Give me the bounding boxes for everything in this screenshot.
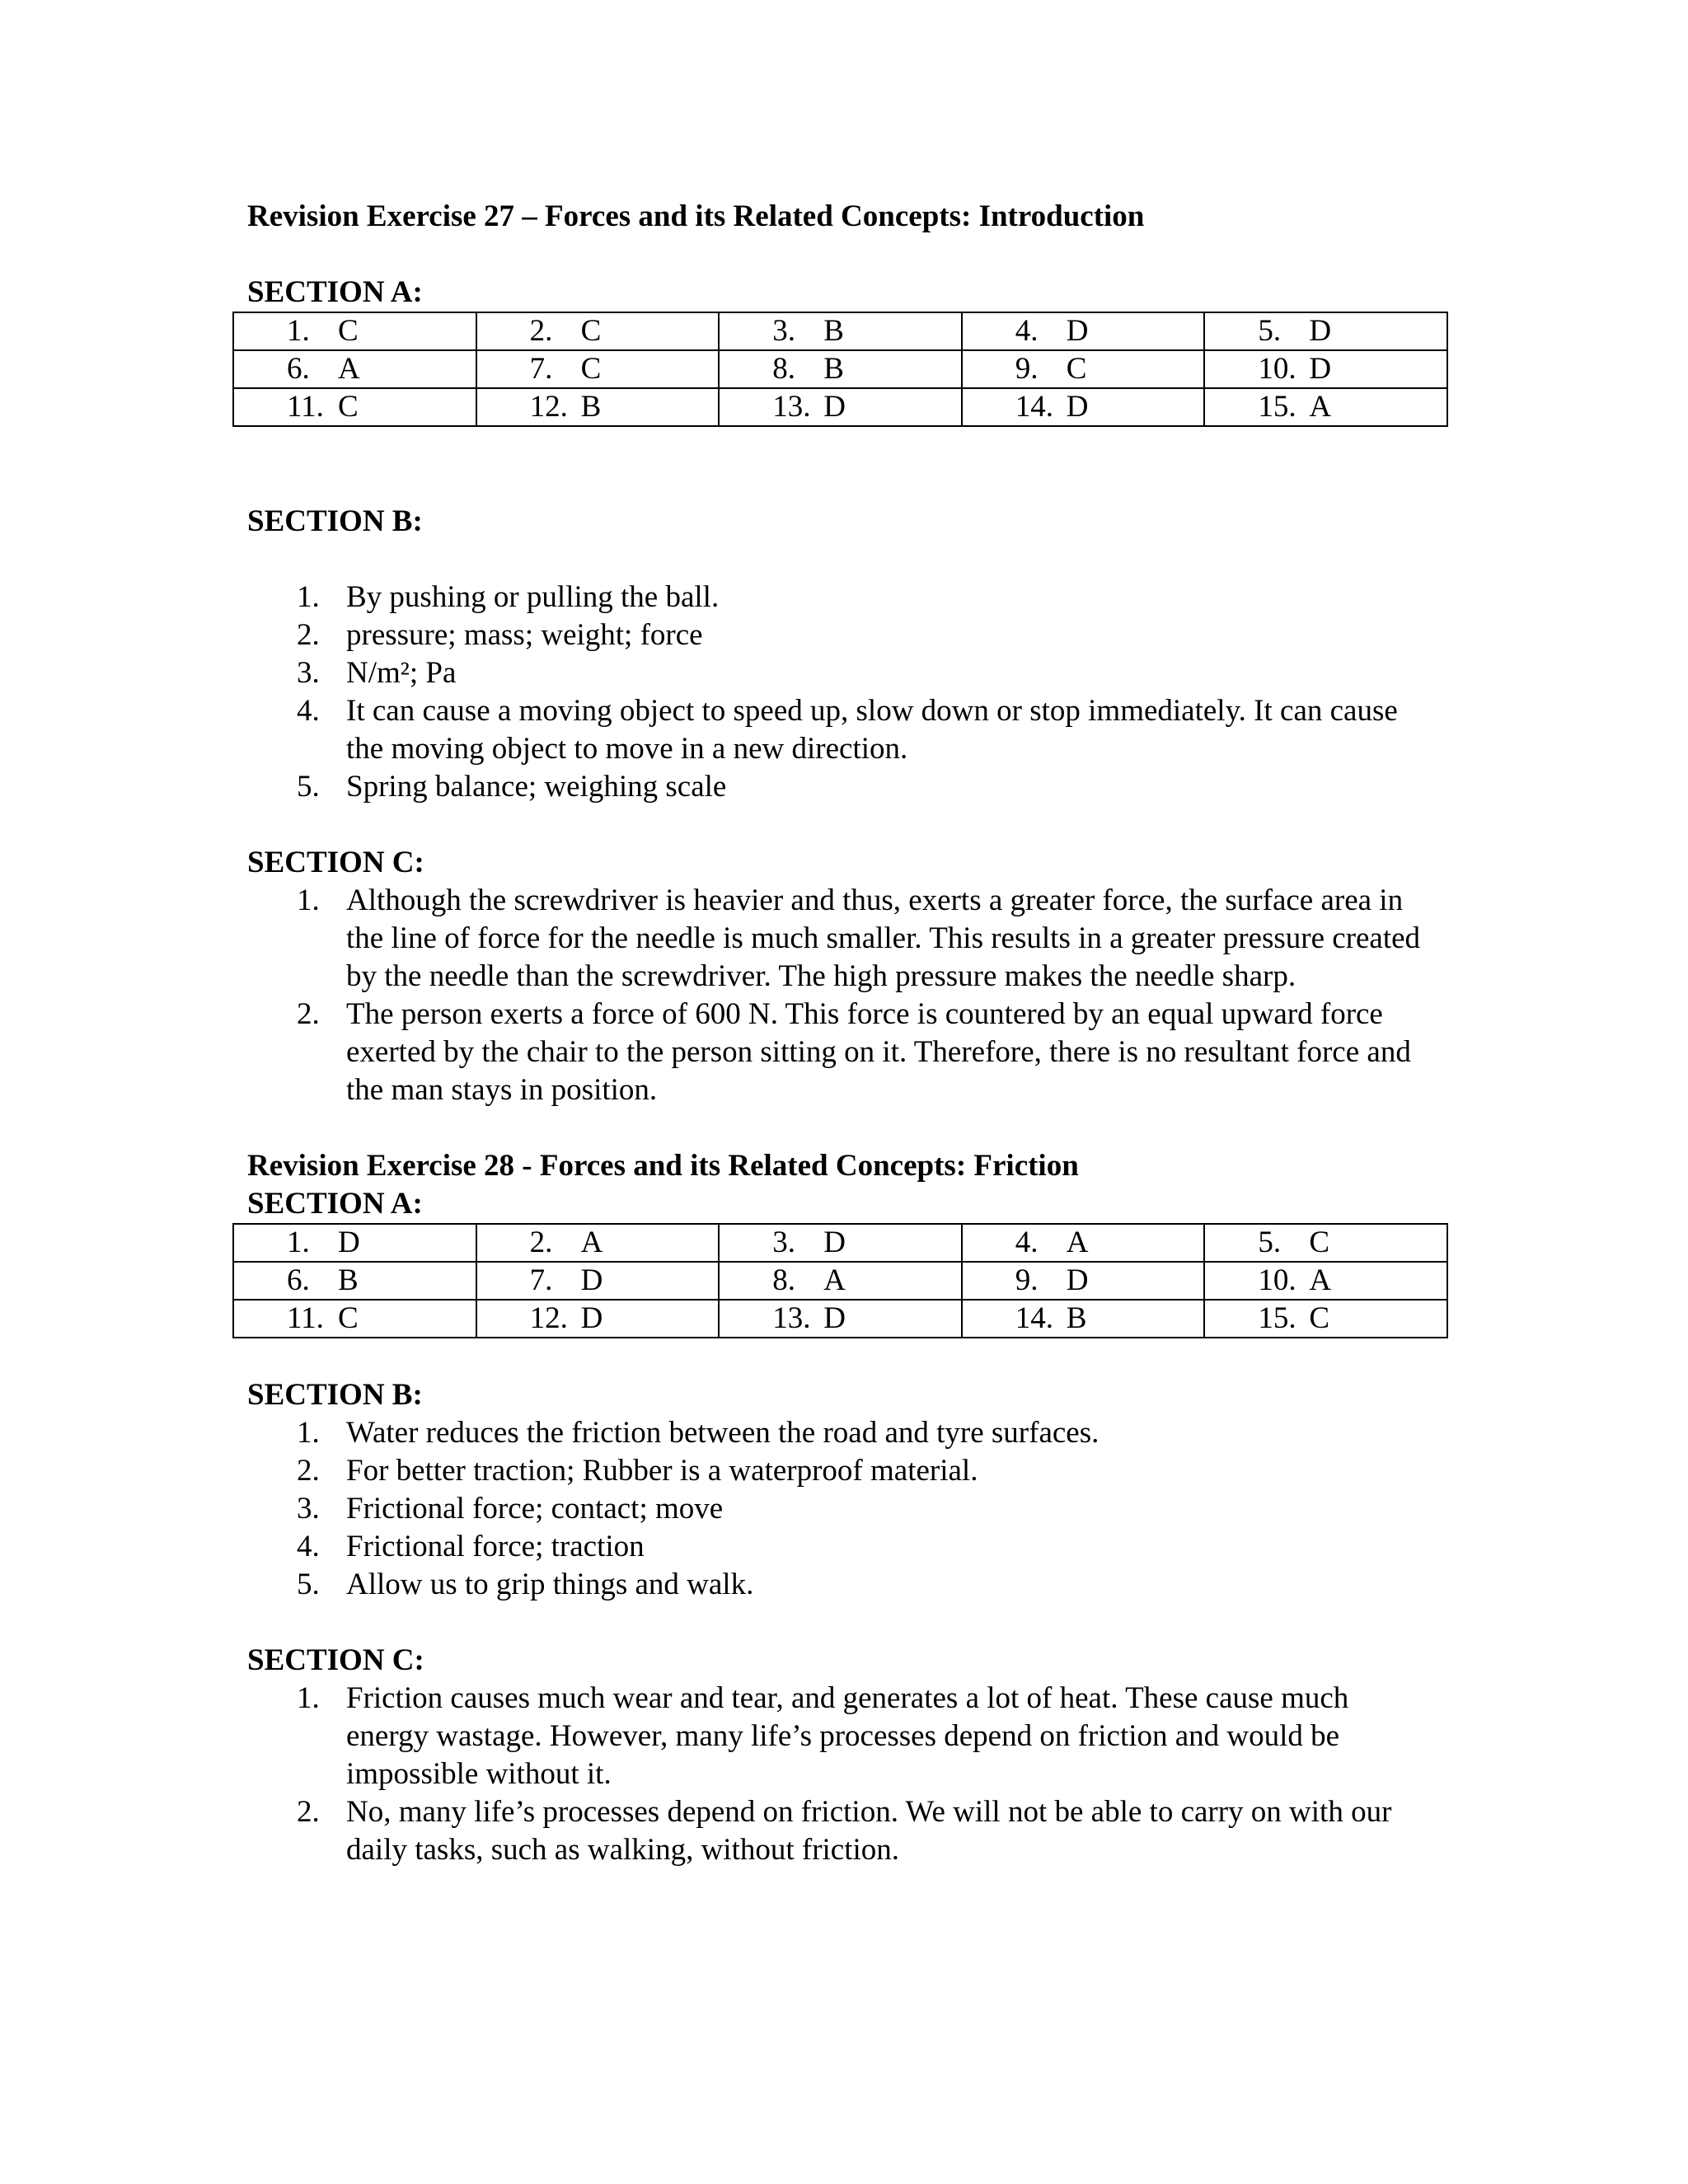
answer-row: [233, 388, 1447, 426]
answer-cell: [1204, 1300, 1447, 1338]
exercise-28-title: Revision Exercise 28 - Forces and its Related Concepts: Friction: [247, 1149, 1079, 1183]
answer-cell: [719, 1300, 962, 1338]
answer-letter: C: [1309, 1301, 1330, 1335]
answer-letter: A: [1309, 1263, 1332, 1297]
question-number: 12.: [529, 1301, 568, 1335]
question-number: 9.: [1015, 352, 1039, 386]
exercise-27-section-c-list: [247, 882, 1451, 1109]
list-item: [297, 654, 1438, 692]
exercise-27-section-b-heading: SECTION B:: [247, 504, 423, 538]
question-number: 7.: [529, 352, 553, 386]
item-number: 2.: [297, 997, 320, 1031]
answer-cell: [1204, 1224, 1447, 1262]
list-item: [297, 579, 1438, 616]
item-text: Although the screwdriver is heavier and thus, exerts a greater force, the surface area in the line of force for the needle is much smaller. This results in a greater pressure created by the needle than the screwdriver. The high pressure makes the needle sharp.: [346, 883, 1421, 993]
list-item: [297, 1490, 1438, 1528]
list-item: [297, 882, 1438, 996]
answer-row: [233, 312, 1447, 350]
question-number: 15.: [1258, 1301, 1296, 1335]
list-item: [297, 1414, 1438, 1452]
answer-letter: C: [580, 314, 602, 348]
item-text: No, many life’s processes depend on friction. We will not be able to carry on with our daily tasks, such as walking, without friction.: [346, 1795, 1392, 1867]
item-number: 1.: [297, 580, 320, 614]
question-number: 4.: [1015, 1226, 1039, 1259]
item-number: 2.: [297, 1795, 320, 1829]
answer-letter: C: [338, 390, 359, 424]
exercise-27-title: Revision Exercise 27 – Forces and its Related Concepts: Introduction: [247, 199, 1145, 233]
answer-letter: B: [823, 314, 844, 348]
item-number: 4.: [297, 1530, 320, 1563]
answer-cell: [233, 350, 476, 388]
answer-cell: [476, 1262, 720, 1300]
answer-letter: D: [1309, 352, 1332, 386]
answer-letter: C: [338, 314, 359, 348]
item-text: Friction causes much wear and tear, and generates a lot of heat. These cause much energy wastage. However, many life’s processes depend on friction and would be impossible without it.: [346, 1681, 1349, 1791]
item-number: 1.: [297, 883, 320, 917]
answer-letter: B: [823, 352, 844, 386]
list-item: [297, 1452, 1438, 1490]
answer-letter: A: [338, 352, 360, 386]
item-number: 1.: [297, 1416, 320, 1450]
exercise-27-section-c-heading: SECTION C:: [247, 846, 424, 879]
question-number: 6.: [287, 1263, 310, 1297]
answer-cell: [476, 388, 720, 426]
item-text: Allow us to grip things and walk.: [346, 1568, 754, 1601]
answer-cell: [1204, 312, 1447, 350]
answer-row: [233, 1300, 1447, 1338]
list-item: [297, 1793, 1438, 1869]
list-item: [297, 768, 1438, 806]
question-number: 1.: [287, 314, 310, 348]
answer-cell: [476, 1224, 720, 1262]
answer-letter: C: [1066, 352, 1087, 386]
item-number: 5.: [297, 1568, 320, 1601]
item-number: 3.: [297, 656, 320, 690]
question-number: 10.: [1258, 1263, 1296, 1297]
item-number: 4.: [297, 694, 320, 728]
answer-cell: [233, 1262, 476, 1300]
question-number: 15.: [1258, 390, 1296, 424]
question-number: 5.: [1258, 1226, 1282, 1259]
exercise-28-section-b-heading: SECTION B:: [247, 1378, 423, 1412]
answer-letter: A: [580, 1226, 603, 1259]
answer-letter: B: [338, 1263, 359, 1297]
question-number: 2.: [529, 1226, 553, 1259]
answer-cell: [719, 350, 962, 388]
answer-letter: C: [1309, 1226, 1330, 1259]
answer-cell: [962, 388, 1205, 426]
answer-cell: [1204, 1262, 1447, 1300]
list-item: [297, 1528, 1438, 1566]
list-item: [297, 1680, 1438, 1793]
item-text: By pushing or pulling the ball.: [346, 580, 720, 614]
exercise-27-section-a-heading: SECTION A:: [247, 275, 423, 309]
document-page: [247, 198, 1451, 1869]
answer-letter: D: [1066, 1263, 1089, 1297]
answer-cell: [233, 312, 476, 350]
question-number: 14.: [1015, 1301, 1054, 1335]
question-number: 2.: [529, 314, 553, 348]
answer-cell: [233, 1300, 476, 1338]
answer-letter: A: [823, 1263, 846, 1297]
item-number: 2.: [297, 618, 320, 652]
question-number: 11.: [287, 390, 324, 424]
answer-row: [233, 1224, 1447, 1262]
answer-row: [233, 350, 1447, 388]
answer-cell: [476, 350, 720, 388]
item-text: pressure; mass; weight; force: [346, 618, 703, 652]
question-number: 6.: [287, 352, 310, 386]
item-text: Frictional force; contact; move: [346, 1492, 724, 1526]
answer-cell: [476, 312, 720, 350]
answer-cell: [962, 1300, 1205, 1338]
question-number: 9.: [1015, 1263, 1039, 1297]
answer-cell: [719, 1224, 962, 1262]
answer-cell: [1204, 350, 1447, 388]
answer-letter: D: [580, 1301, 603, 1335]
question-number: 5.: [1258, 314, 1282, 348]
answer-letter: D: [823, 390, 846, 424]
list-item: [297, 616, 1438, 654]
answer-letter: A: [1066, 1226, 1089, 1259]
answer-cell: [962, 312, 1205, 350]
answer-letter: D: [580, 1263, 603, 1297]
answer-cell: [719, 388, 962, 426]
answer-cell: [1204, 388, 1447, 426]
question-number: 13.: [772, 390, 811, 424]
question-number: 10.: [1258, 352, 1296, 386]
exercise-28-section-a-heading: SECTION A:: [247, 1187, 423, 1221]
answer-cell: [233, 1224, 476, 1262]
item-text: N/m²; Pa: [346, 656, 457, 690]
answer-cell: [233, 388, 476, 426]
exercise-28-section-b-list: [247, 1414, 1451, 1604]
answer-cell: [962, 1262, 1205, 1300]
answer-cell: [476, 1300, 720, 1338]
answer-letter: C: [338, 1301, 359, 1335]
item-number: 3.: [297, 1492, 320, 1526]
answer-cell: [719, 1262, 962, 1300]
item-text: For better traction; Rubber is a waterproof material.: [346, 1454, 978, 1488]
item-text: Water reduces the friction between the road and tyre surfaces.: [346, 1416, 1100, 1450]
item-number: 1.: [297, 1681, 320, 1715]
exercise-27-section-b-list: [247, 579, 1451, 806]
question-number: 3.: [772, 1226, 795, 1259]
answer-letter: D: [1066, 314, 1089, 348]
question-number: 13.: [772, 1301, 811, 1335]
answer-cell: [962, 1224, 1205, 1262]
item-number: 2.: [297, 1454, 320, 1488]
exercise-28-section-c-list: [247, 1680, 1451, 1869]
answer-letter: C: [580, 352, 602, 386]
answer-cell: [962, 350, 1205, 388]
question-number: 8.: [772, 352, 795, 386]
question-number: 1.: [287, 1226, 310, 1259]
exercise-28-section-c-heading: SECTION C:: [247, 1643, 424, 1677]
question-number: 8.: [772, 1263, 795, 1297]
exercise-28-section-a-table: [232, 1223, 1448, 1338]
item-text: Frictional force; traction: [346, 1530, 645, 1563]
answer-cell: [719, 312, 962, 350]
list-item: [297, 692, 1438, 768]
answer-letter: D: [823, 1301, 846, 1335]
item-text: The person exerts a force of 600 N. This force is countered by an equal upward force exerted by the chair to the person sitting on it. Therefore, there is no resultant force and the man stays in position.: [346, 997, 1411, 1107]
answer-letter: D: [1309, 314, 1332, 348]
exercise-27-section-a-table: [232, 312, 1448, 427]
question-number: 14.: [1015, 390, 1054, 424]
question-number: 3.: [772, 314, 795, 348]
list-item: [297, 996, 1438, 1109]
answer-letter: D: [823, 1226, 846, 1259]
question-number: 7.: [529, 1263, 553, 1297]
answer-letter: B: [580, 390, 602, 424]
item-text: It can cause a moving object to speed up, slow down or stop immediately. It can cause the moving object to move in a new direction.: [346, 694, 1398, 766]
list-item: [297, 1566, 1438, 1604]
item-number: 5.: [297, 770, 320, 804]
question-number: 12.: [529, 390, 568, 424]
answer-letter: B: [1066, 1301, 1087, 1335]
question-number: 11.: [287, 1301, 324, 1335]
answer-row: [233, 1262, 1447, 1300]
item-text: Spring balance; weighing scale: [346, 770, 727, 804]
question-number: 4.: [1015, 314, 1039, 348]
answer-letter: D: [338, 1226, 360, 1259]
answer-letter: A: [1309, 390, 1332, 424]
answer-letter: D: [1066, 390, 1089, 424]
